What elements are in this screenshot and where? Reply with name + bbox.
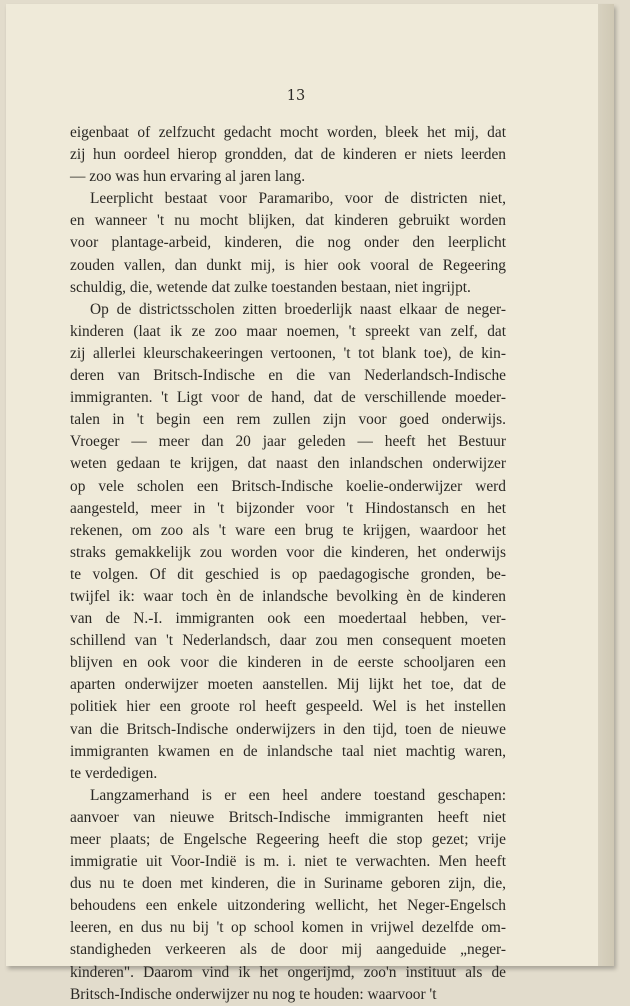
text-line: rekenen, om zoo als 't ware een brug te krijgen, waardoor het bbox=[70, 521, 506, 539]
text-line: zij hun oordeel hierop grondden, dat de kinderen er niets leerden bbox=[70, 146, 506, 164]
text-line: blijven en ook voor die kinderen in de eerste schooljaren een bbox=[70, 654, 506, 672]
page-edge bbox=[598, 4, 614, 966]
text-line: standigheden verkeeren als de door mij aangeduide „neger- bbox=[70, 941, 506, 959]
text-line: Op de districtsscholen zitten broederlijk naast elkaar de neger- bbox=[90, 300, 506, 318]
text-line: aanvoer van nieuwe Britsch-Indische immigranten heeft niet bbox=[70, 808, 506, 826]
text-line: immigranten kwamen en de inlandsche taal niet machtig waren, bbox=[70, 742, 506, 760]
text-line: dus nu te doen met kinderen, die in Suriname geboren zijn, die, bbox=[70, 875, 506, 893]
text-line: op vele scholen een Britsch-Indische koelie-onderwijzer werd bbox=[70, 477, 506, 495]
text-line: kinderen". Daarom vind ik het ongerijmd, zoo'n instituut als de bbox=[70, 963, 506, 981]
paragraph bbox=[70, 188, 506, 298]
text-line: — zoo was hun ervaring al jaren lang. bbox=[70, 168, 306, 186]
text-line: behoudens een enkele uitzondering wellicht, het Neger-Engelsch bbox=[70, 897, 506, 915]
text-line: Vroeger — meer dan 20 jaar geleden — heeft het Bestuur bbox=[70, 433, 506, 451]
text-line: eigenbaat of zelfzucht gedacht mocht worden, bleek het mij, dat bbox=[70, 124, 506, 141]
text-line: aparten onderwijzer moeten aanstellen. Mij lijkt het toe, dat de bbox=[70, 676, 506, 694]
text-line: schillend van 't Nederlandsch, daar zou men consequent moeten bbox=[70, 632, 506, 650]
book-page bbox=[6, 4, 614, 1003]
page-number: 13 bbox=[286, 88, 306, 104]
text-line: immigratie uit Voor-Indië is m. i. niet te verwachten. Men heeft bbox=[70, 853, 506, 871]
text-line: zij allerlei kleurschakeeringen vertoonen, 't tot blank toe), de kin- bbox=[70, 344, 506, 362]
text-line: en wanneer 't nu mocht blijken, dat kinderen gebruikt worden bbox=[70, 212, 506, 230]
text-line: straks gemakkelijk zou worden voor die kinderen, het onderwijs bbox=[70, 543, 506, 561]
text-line: van de N.-I. immigranten ook een moedertaal hebben, ver- bbox=[70, 610, 506, 628]
text-line: te volgen. Of dit geschied is op paedagogische gronden, be- bbox=[70, 565, 506, 583]
text-line: kinderen (laat ik ze zoo maar noemen, 't spreekt van zelf, dat bbox=[70, 322, 506, 340]
text-line: immigranten. 't Ligt voor de hand, dat de verschillende moeder- bbox=[70, 389, 506, 407]
text-line: van die Britsch-Indische onderwijzers in den tijd, toen de nieuwe bbox=[70, 720, 506, 738]
text-line: meer plaats; de Engelsche Regeering heeft die stop gezet; vrije bbox=[70, 831, 506, 848]
text-line: Leerplicht bestaat voor Paramaribo, voor de districten niet, bbox=[90, 190, 506, 208]
text-line: zouden vallen, dan dunkt mij, is hier ook vooral de Regeering bbox=[70, 256, 506, 274]
text-line: schuldig, die, wetende dat zulke toestanden bestaan, niet ingrijpt. bbox=[70, 278, 471, 296]
text-line: Britsch-Indische onderwijzer nu nog te houden: waarvoor 't bbox=[70, 985, 437, 1003]
text-line: politiek hier een groote rol heeft gespeeld. Wel is het instellen bbox=[70, 698, 506, 716]
text-line: leeren, en dus nu bij 't op school komen in vrijwel dezelfde om- bbox=[70, 919, 506, 937]
text-line: te verdedigen. bbox=[70, 764, 158, 782]
text-line: voor plantage-arbeid, kinderen, die nog onder den leerplicht bbox=[70, 234, 506, 252]
paragraph bbox=[70, 785, 506, 1006]
text-line: Langzamerhand is er een heel andere toestand geschapen: bbox=[90, 786, 506, 804]
text-line: talen in 't begin een rem zullen zijn voor goed onderwijs. bbox=[70, 411, 506, 429]
text-line: aangesteld, meer in 't bijzonder voor 't Hindostansch en het bbox=[70, 499, 506, 517]
text-line: twijfel ik: waar toch èn de inlandsche bevolking èn de kinderen bbox=[70, 587, 506, 605]
text-line: deren van Britsch-Indische en die van Nederlandsch-Indische bbox=[70, 367, 506, 385]
text-line: weten gedaan te krijgen, dat naast den inlandschen onderwijzer bbox=[70, 455, 506, 473]
paragraph bbox=[70, 122, 506, 188]
body-text bbox=[70, 122, 506, 1006]
paragraph bbox=[70, 299, 506, 785]
